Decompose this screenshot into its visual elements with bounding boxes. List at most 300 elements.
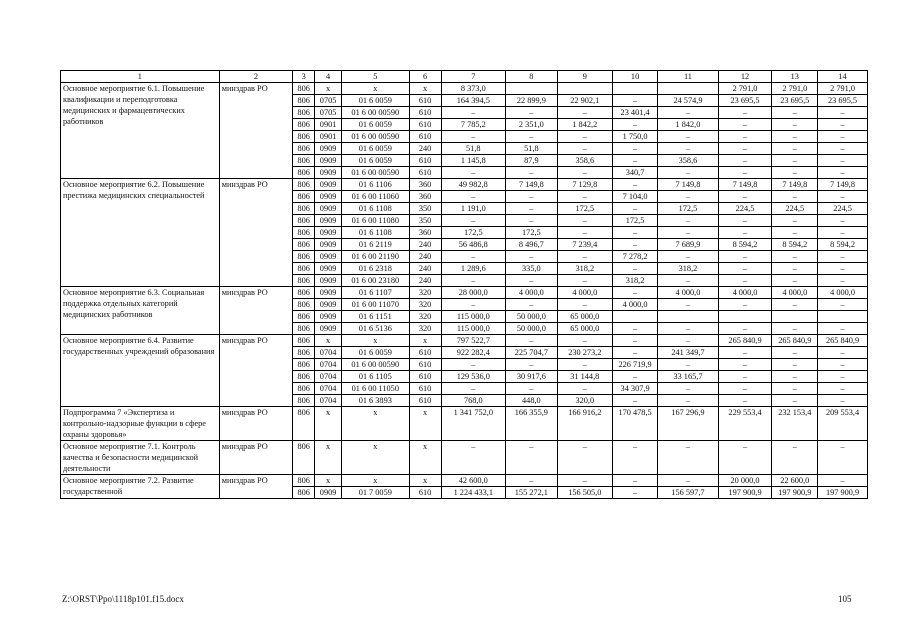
table-cell: 31 144,8	[557, 371, 612, 383]
table-cell: х	[342, 83, 409, 95]
table-cell: –	[772, 215, 818, 227]
table-cell: –	[818, 323, 868, 335]
header-cell: 6	[409, 71, 441, 83]
table-cell: 0909	[315, 287, 342, 299]
table-cell: 224,5	[718, 203, 772, 215]
table-cell: –	[772, 143, 818, 155]
table-cell: 240	[409, 275, 441, 287]
table-cell: 0909	[315, 263, 342, 275]
table-cell: 7 149,8	[658, 179, 718, 191]
table-cell: 8 496,7	[505, 239, 557, 251]
table-cell: –	[818, 359, 868, 371]
table-cell: х	[315, 83, 342, 95]
table-cell: 156 505,0	[557, 487, 612, 499]
table-cell: –	[658, 441, 718, 475]
table-cell: –	[612, 323, 658, 335]
table-cell: 49 982,8	[441, 179, 505, 191]
table-cell: –	[505, 383, 557, 395]
table-cell: 4 000,0	[718, 287, 772, 299]
table-cell: 23 695,5	[718, 95, 772, 107]
table-cell: 01 6 0059	[342, 95, 409, 107]
table-cell	[718, 311, 772, 323]
table-cell: –	[658, 131, 718, 143]
table-cell: –	[441, 299, 505, 311]
table-cell: –	[557, 275, 612, 287]
table-cell: х	[342, 475, 409, 487]
table-cell: –	[557, 143, 612, 155]
table-cell: 2 791,0	[718, 83, 772, 95]
table-cell: –	[772, 359, 818, 371]
table-cell: –	[557, 215, 612, 227]
table-cell: –	[658, 107, 718, 119]
table-cell: –	[718, 371, 772, 383]
responsible-executor-cell: минздрав РО	[219, 407, 293, 441]
table-cell: 806	[293, 119, 315, 131]
table-cell: 01 6 00 11070	[342, 299, 409, 311]
table-cell: 01 6 00 11080	[342, 215, 409, 227]
table-cell: 240	[409, 239, 441, 251]
table-cell: –	[658, 275, 718, 287]
table-cell: 0909	[315, 143, 342, 155]
table-cell: 24 574,9	[658, 95, 718, 107]
table-cell: 806	[293, 487, 315, 499]
table-cell: –	[718, 191, 772, 203]
table-cell: 806	[293, 239, 315, 251]
budget-table	[60, 70, 868, 499]
table-cell: 23 695,5	[772, 95, 818, 107]
activity-label-cell: Основное мероприятие 6.2. Повышение престижа медицинских специальностей	[61, 179, 220, 287]
table-cell: –	[718, 227, 772, 239]
table-cell: –	[612, 287, 658, 299]
table-cell: 01 6 00 23180	[342, 275, 409, 287]
table-cell: –	[505, 475, 557, 487]
table-cell: 1 750,0	[612, 131, 658, 143]
table-cell: 0901	[315, 131, 342, 143]
table-cell: 22 899,9	[505, 95, 557, 107]
table-cell: 01 6 00 11060	[342, 191, 409, 203]
table-cell: 209 553,4	[818, 407, 868, 441]
table-cell: 806	[293, 359, 315, 371]
table-cell: 01 6 2318	[342, 263, 409, 275]
table-cell: 229 553,4	[718, 407, 772, 441]
table-cell: х	[342, 441, 409, 475]
table-cell: 0909	[315, 191, 342, 203]
table-cell: 170 478,5	[612, 407, 658, 441]
activity-label-cell: Основное мероприятие 7.2. Развитие государственной	[61, 475, 220, 499]
table-row	[61, 83, 868, 95]
table-cell: 0909	[315, 203, 342, 215]
table-cell: 50 000,0	[505, 311, 557, 323]
table-cell: 172,5	[557, 203, 612, 215]
table-cell: 358,6	[658, 155, 718, 167]
table-cell	[658, 311, 718, 323]
table-cell: –	[441, 441, 505, 475]
table-cell: 0909	[315, 227, 342, 239]
table-cell: –	[658, 227, 718, 239]
table-cell: 922 282,4	[441, 347, 505, 359]
table-cell: 1 341 752,0	[441, 407, 505, 441]
table-cell: 1 145,8	[441, 155, 505, 167]
table-cell: –	[818, 251, 868, 263]
table-cell: –	[441, 275, 505, 287]
table-cell: 806	[293, 287, 315, 299]
table-cell: 610	[409, 167, 441, 179]
table-cell: –	[441, 191, 505, 203]
table-cell: 87,9	[505, 155, 557, 167]
table-cell: 01 6 5136	[342, 323, 409, 335]
table-cell: –	[612, 371, 658, 383]
table-cell: 320	[409, 287, 441, 299]
table-cell: 806	[293, 83, 315, 95]
table-cell: –	[505, 359, 557, 371]
table-cell: 265 840,9	[818, 335, 868, 347]
table-cell: 01 6 2119	[342, 239, 409, 251]
table-row	[61, 335, 868, 347]
table-cell: 51,8	[441, 143, 505, 155]
table-cell: –	[818, 155, 868, 167]
table-cell: –	[557, 191, 612, 203]
table-cell: 320	[409, 323, 441, 335]
table-cell: 65 000,0	[557, 323, 612, 335]
table-cell: 22 902,1	[557, 95, 612, 107]
table-cell	[658, 83, 718, 95]
table-cell: 0909	[315, 239, 342, 251]
table-cell: х	[315, 407, 342, 441]
table-cell: 0909	[315, 215, 342, 227]
responsible-executor-cell: минздрав РО	[219, 83, 293, 179]
table-cell: 806	[293, 203, 315, 215]
table-cell: –	[718, 131, 772, 143]
table-cell: 20 000,0	[718, 475, 772, 487]
table-cell	[612, 311, 658, 323]
table-cell: 806	[293, 335, 315, 347]
table-cell: 4 000,0	[557, 287, 612, 299]
activity-label-cell: Основное мероприятие 6.3. Социальная поддержка отдельных категорий медицинских работников	[61, 287, 220, 335]
table-cell: 806	[293, 143, 315, 155]
table-cell: 166 355,9	[505, 407, 557, 441]
table-cell: 01 6 1108	[342, 227, 409, 239]
table-cell: 0909	[315, 155, 342, 167]
table-cell: –	[718, 155, 772, 167]
table-cell: х	[315, 475, 342, 487]
table-cell: –	[557, 227, 612, 239]
table-cell	[505, 83, 557, 95]
table-row	[61, 287, 868, 299]
table-cell: 4 000,0	[772, 287, 818, 299]
table-cell: 0704	[315, 383, 342, 395]
table-cell: 224,5	[818, 203, 868, 215]
header-cell: 7	[441, 71, 505, 83]
table-cell: 320,0	[557, 395, 612, 407]
header-cell: 4	[315, 71, 342, 83]
table-cell: –	[557, 359, 612, 371]
table-cell: –	[505, 107, 557, 119]
table-cell: 0909	[315, 323, 342, 335]
table-cell: –	[818, 383, 868, 395]
table-cell: –	[718, 441, 772, 475]
table-cell: 1 842,0	[658, 119, 718, 131]
table-cell: 610	[409, 131, 441, 143]
table-cell: –	[818, 119, 868, 131]
header-cell: 3	[293, 71, 315, 83]
header-cell: 5	[342, 71, 409, 83]
table-cell: –	[718, 215, 772, 227]
table-cell: 224,5	[772, 203, 818, 215]
table-cell: 0909	[315, 251, 342, 263]
table-cell: 806	[293, 275, 315, 287]
table-cell: 806	[293, 167, 315, 179]
table-cell: 0704	[315, 371, 342, 383]
table-cell: х	[409, 407, 441, 441]
table-row	[61, 441, 868, 475]
table-cell: –	[658, 475, 718, 487]
table-cell: 1 224 433,1	[441, 487, 505, 499]
table-cell: –	[818, 371, 868, 383]
table-cell: 7 689,9	[658, 239, 718, 251]
table-cell: –	[612, 335, 658, 347]
table-cell: –	[718, 263, 772, 275]
table-cell	[818, 311, 868, 323]
header-cell: 10	[612, 71, 658, 83]
table-cell: –	[818, 167, 868, 179]
table-cell: 4 000,0	[505, 287, 557, 299]
table-cell: 318,2	[557, 263, 612, 275]
table-cell: –	[658, 167, 718, 179]
table-cell: –	[612, 143, 658, 155]
table-cell: 4 000,0	[658, 287, 718, 299]
table-cell: –	[658, 323, 718, 335]
table-cell: –	[557, 131, 612, 143]
table-cell: –	[612, 155, 658, 167]
table-cell: –	[818, 347, 868, 359]
table-cell: –	[818, 191, 868, 203]
table-cell: –	[505, 191, 557, 203]
header-cell: 13	[772, 71, 818, 83]
table-cell: 155 272,1	[505, 487, 557, 499]
table-cell: 610	[409, 383, 441, 395]
table-cell: 1 289,6	[441, 263, 505, 275]
table-cell: 115 000,0	[441, 311, 505, 323]
table-cell: –	[718, 347, 772, 359]
table-cell: –	[718, 143, 772, 155]
table-cell: 225 704,7	[505, 347, 557, 359]
table-cell	[557, 83, 612, 95]
table-cell: 335,0	[505, 263, 557, 275]
table-cell: 01 6 1106	[342, 179, 409, 191]
table-cell: 01 6 00 00590	[342, 131, 409, 143]
table-cell: –	[718, 251, 772, 263]
table-cell: –	[505, 441, 557, 475]
table-cell: 0909	[315, 311, 342, 323]
table-cell: 806	[293, 371, 315, 383]
table-cell: 56 486,8	[441, 239, 505, 251]
table-cell: 318,2	[612, 275, 658, 287]
table-cell: –	[441, 215, 505, 227]
table-cell: –	[612, 395, 658, 407]
table-cell: 240	[409, 263, 441, 275]
header-cell: 1	[61, 71, 220, 83]
table-cell: 806	[293, 347, 315, 359]
table-cell: 01 6 00 00590	[342, 167, 409, 179]
table-cell: –	[612, 203, 658, 215]
table-cell: 01 6 1107	[342, 287, 409, 299]
responsible-executor-cell: минздрав РО	[219, 287, 293, 335]
table-cell: –	[557, 299, 612, 311]
table-cell: –	[612, 475, 658, 487]
table-cell: 350	[409, 215, 441, 227]
header-row	[61, 71, 868, 83]
header-cell: 12	[718, 71, 772, 83]
table-cell: 806	[293, 95, 315, 107]
table-cell: 172,5	[505, 227, 557, 239]
responsible-executor-cell: минздрав РО	[219, 335, 293, 407]
table-cell: 806	[293, 251, 315, 263]
table-cell: 0901	[315, 119, 342, 131]
table-cell: 806	[293, 215, 315, 227]
table-cell: –	[612, 239, 658, 251]
table-cell: 4 000,0	[612, 299, 658, 311]
table-cell: –	[505, 251, 557, 263]
table-cell: 01 6 00 00590	[342, 107, 409, 119]
table-cell: 01 6 1151	[342, 311, 409, 323]
table-cell: 115 000,0	[441, 323, 505, 335]
table-cell: –	[818, 215, 868, 227]
table-cell: –	[441, 131, 505, 143]
table-cell: 172,5	[612, 215, 658, 227]
table-cell: –	[505, 131, 557, 143]
table-cell: 350	[409, 203, 441, 215]
table-cell: 806	[293, 191, 315, 203]
table-cell: 8 594,2	[718, 239, 772, 251]
table-cell: –	[718, 299, 772, 311]
table-cell: 0909	[315, 179, 342, 191]
table-cell: 806	[293, 395, 315, 407]
table-cell: х	[315, 441, 342, 475]
table-cell: 0704	[315, 395, 342, 407]
table-cell: 50 000,0	[505, 323, 557, 335]
table-cell: –	[772, 347, 818, 359]
table-cell: –	[772, 275, 818, 287]
table-cell: 610	[409, 395, 441, 407]
table-cell: 156 597,7	[658, 487, 718, 499]
table-cell: 01 6 0059	[342, 347, 409, 359]
table-cell: 01 7 0059	[342, 487, 409, 499]
table-cell: –	[557, 167, 612, 179]
activity-label-cell: Основное мероприятие 6.1. Повышение квалификации и переподготовка медицинских и фармацевтических работников	[61, 83, 220, 179]
table-cell: –	[612, 487, 658, 499]
table-cell: –	[441, 167, 505, 179]
header-cell: 11	[658, 71, 718, 83]
table-cell: –	[658, 143, 718, 155]
table-cell: 240	[409, 251, 441, 263]
header-cell: 14	[818, 71, 868, 83]
table-cell: 320	[409, 299, 441, 311]
table-cell: 8 594,2	[772, 239, 818, 251]
table-cell: –	[505, 203, 557, 215]
table-cell: 2 791,0	[772, 83, 818, 95]
table-cell: 610	[409, 119, 441, 131]
table-cell: –	[772, 395, 818, 407]
table-cell: –	[772, 119, 818, 131]
table-cell: –	[658, 359, 718, 371]
table-cell: –	[612, 227, 658, 239]
table-cell: –	[772, 107, 818, 119]
table-cell: 0704	[315, 347, 342, 359]
table-cell: 806	[293, 107, 315, 119]
table-cell: 360	[409, 227, 441, 239]
table-cell: 448,0	[505, 395, 557, 407]
table-cell: 34 307,9	[612, 383, 658, 395]
table-cell: 1 191,0	[441, 203, 505, 215]
table-cell: –	[718, 167, 772, 179]
table-cell: –	[612, 119, 658, 131]
table-cell: 197 900,9	[718, 487, 772, 499]
table-cell: 166 916,2	[557, 407, 612, 441]
table-cell: 01 6 00 21190	[342, 251, 409, 263]
table-cell: 230 273,2	[557, 347, 612, 359]
table-cell: –	[818, 131, 868, 143]
table-cell: –	[772, 131, 818, 143]
table-cell: 360	[409, 179, 441, 191]
table-cell: 33 165,7	[658, 371, 718, 383]
table-cell: 197 900,9	[772, 487, 818, 499]
table-cell: –	[772, 155, 818, 167]
table-cell: –	[772, 383, 818, 395]
table-row	[61, 179, 868, 191]
responsible-executor-cell: минздрав РО	[219, 441, 293, 475]
table-cell: 320	[409, 311, 441, 323]
table-cell: 1 842,2	[557, 119, 612, 131]
table-cell: 7 149,8	[772, 179, 818, 191]
table-cell: 610	[409, 371, 441, 383]
table-cell: 172,5	[658, 203, 718, 215]
table-cell: х	[409, 441, 441, 475]
table-cell: –	[658, 335, 718, 347]
table-cell: 0909	[315, 299, 342, 311]
table-cell: –	[505, 335, 557, 347]
table-cell: 0909	[315, 275, 342, 287]
table-cell: 01 6 0059	[342, 155, 409, 167]
table-cell: –	[557, 251, 612, 263]
table-cell: –	[612, 179, 658, 191]
table-cell: 806	[293, 227, 315, 239]
table-cell: –	[557, 335, 612, 347]
table-cell: 01 6 0059	[342, 143, 409, 155]
table-cell	[772, 311, 818, 323]
table-cell: –	[505, 167, 557, 179]
table-cell: 610	[409, 347, 441, 359]
table-cell: 0705	[315, 95, 342, 107]
table-cell: 340,7	[612, 167, 658, 179]
table-cell: 806	[293, 263, 315, 275]
table-cell	[612, 83, 658, 95]
table-cell: 30 917,6	[505, 371, 557, 383]
table-cell: 358,6	[557, 155, 612, 167]
table-cell: 806	[293, 407, 315, 441]
table-cell: 806	[293, 155, 315, 167]
table-cell: –	[718, 383, 772, 395]
table-cell: 360	[409, 191, 441, 203]
table-cell: 129 536,0	[441, 371, 505, 383]
table-cell: –	[441, 107, 505, 119]
table-cell: 0704	[315, 359, 342, 371]
table-cell: 806	[293, 179, 315, 191]
table-cell: –	[718, 275, 772, 287]
table-cell: –	[772, 441, 818, 475]
table-cell: 51,8	[505, 143, 557, 155]
table-cell: 610	[409, 155, 441, 167]
table-cell: 8 373,0	[441, 83, 505, 95]
